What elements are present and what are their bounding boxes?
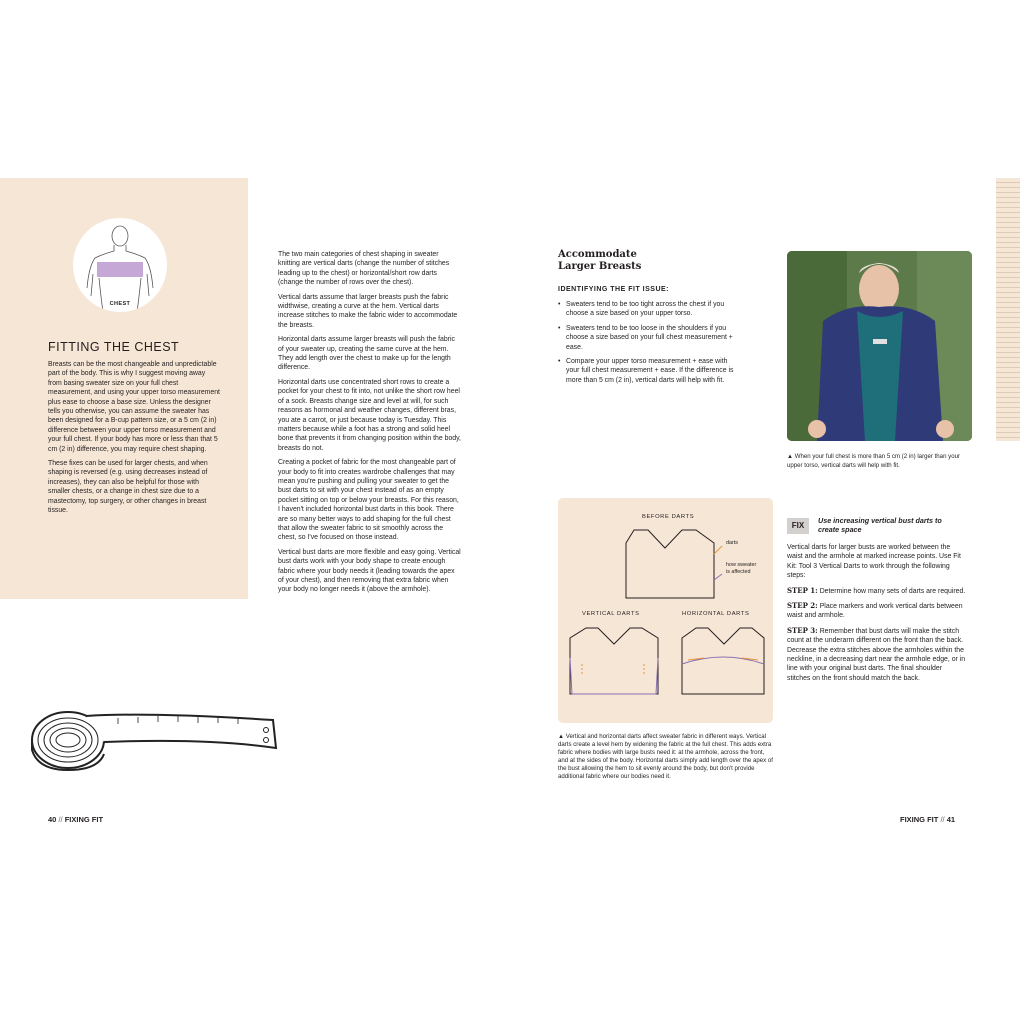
- paragraph: These fixes can be used for larger chests, and when shaping is reversed (e.g. using decreases instead of increases), they can also be helpful for those with smaller chests, or a change in chest size due to a mastectomy, top surgery, or other changes in breast tissue.: [48, 460, 208, 515]
- fit-issue-subhead: IDENTIFYING THE FIT ISSUE:: [558, 286, 670, 293]
- body-outline-icon: [73, 218, 167, 312]
- step-text: Determine how many sets of darts are required.: [819, 587, 966, 595]
- darts-note: darts: [726, 540, 738, 546]
- paragraph: Vertical bust darts are more flexible and easy going. Vertical bust darts work with your body shape to create enough fabric where your body needs it (leading towards the apex of your chest), and then removing that extra fabric when your body no longer needs it (above the armhole).: [278, 548, 461, 594]
- diagram-caption: ▲ Vertical and horizontal darts affect sweater fabric in different ways. Vertical darts create a level hem by widening the fabric at the full chest. This adds extra fabric where bodies with large busts need it: at the armhole, across the front, and at the sides of the body. Horizontal darts simply add length over the apex of the bust allowing the hem to sit evenly around the body, but don't provide additional fabric where our bodies need it.: [558, 733, 773, 781]
- fix-title: Use increasing vertical bust darts to create space: [818, 516, 942, 534]
- measuring-tape-icon: [28, 698, 283, 778]
- section-heading: [558, 249, 641, 273]
- step-label: STEP 3:: [787, 625, 818, 635]
- photo-caption: ▲ When your full chest is more than 5 cm (2 in) larger than your upper torso, vertical darts will help with fit.: [787, 453, 961, 469]
- paragraph: The two main categories of chest shaping in sweater knitting are vertical darts (change the number of stitches leading up to the chest) or horizontal/short row darts (change the number of rows over the chest).: [278, 251, 450, 287]
- folio-separator: //: [940, 815, 945, 824]
- fit-issue-list: [558, 300, 738, 390]
- chest-label: CHEST: [109, 301, 131, 307]
- paragraph: Horizontal darts assume larger breasts will push the fabric of your sweater up, creating the same curve at the hem. They add length over the chest to make up for the length difference.: [278, 336, 455, 372]
- affected-note-line: how sweater: [726, 562, 757, 568]
- page-folio-right: [900, 815, 955, 824]
- heading-line: Accommodate: [558, 249, 637, 260]
- intro-column: [48, 360, 220, 521]
- list-item: • Compare your upper torso measurement + ease with your full chest measurement + ease. If the difference is more than 5 cm (2 in), vertical darts will help with fit.: [558, 357, 738, 385]
- before-darts-label: BEFORE DARTS: [642, 514, 695, 520]
- step-text: Place markers and work vertical darts between waist and armhole.: [787, 603, 963, 620]
- section-title: FITTING THE CHEST: [48, 340, 180, 354]
- folio-section: FIXING FIT: [64, 815, 104, 824]
- horizontal-darts-label: HORIZONTAL DARTS: [682, 611, 750, 617]
- paragraph: Horizontal darts use concentrated short rows to create a pocket for your chest to fit into, not unlike the short row heel of a sock. Breasts change size and level at will, for such reasons as hormonal and weather changes, different bras, you ate a carrot, or just because today is Tuesday. This matters because while a foot has a strong and solid heel bone that prevents it from changing position within the body, breasts do not.: [278, 378, 461, 452]
- edge-ruler-strip: [996, 178, 1020, 441]
- folio-section: FIXING FIT: [900, 815, 939, 824]
- darts-diagram: [558, 498, 773, 723]
- affected-note: [726, 562, 756, 575]
- step-item: [787, 626, 967, 683]
- step-label: STEP 1:: [787, 585, 818, 595]
- step-item: [787, 586, 967, 596]
- step-text: Remember that bust darts will make the stitch count at the underarm different on the front than the back. Decrease the extra stitches above the armholes within the neckline, in a decreasing dart near the armhole edge, or in line with your original bust darts. The final shoulder stitches on the front should match the back.: [787, 627, 966, 682]
- fix-badge: FIX: [787, 518, 809, 534]
- page-folio-left: [48, 815, 103, 824]
- vertical-darts-label: VERTICAL DARTS: [582, 611, 640, 617]
- folio-separator: //: [58, 815, 63, 824]
- cardigan-photo: [787, 251, 972, 441]
- list-item: • Sweaters tend to be too tight across the chest if you choose a size based on your upper torso.: [558, 300, 738, 319]
- step-item: [787, 601, 967, 621]
- paragraph: Creating a pocket of fabric for the most changeable part of your body to fit into creates wardrobe challenges that may mean you're pushing and pulling your sweater to get the bust darts to sit with your chest instead of as an empty pocket sitting on top or below your breasts. For this reason, I haven't included horizontal bust darts in this book. There are so many better ways to add shaping for the full chest that allow the sweater fabric to sit smoothly across the chest, so I've focused on those instead.: [278, 459, 459, 542]
- chest-illustration: [73, 218, 167, 312]
- heading-line: Larger Breasts: [558, 261, 642, 272]
- fix-instructions: [787, 543, 967, 688]
- affected-note-line: is affected: [726, 568, 751, 575]
- list-item: • Sweaters tend to be too loose in the shoulders if you choose a size based on your full chest measurement + ease.: [558, 324, 738, 352]
- person-wearing-cardigan-icon: [787, 251, 972, 441]
- page-number: 40: [48, 815, 57, 824]
- page-number: 41: [946, 815, 956, 824]
- paragraph: Vertical darts assume that larger breasts push the fabric widthwise, creating a curve at the hem. Vertical darts increase stitches to make the fabric wider to accommodate the breasts.: [278, 293, 458, 329]
- step-label: STEP 2:: [787, 601, 818, 611]
- fix-intro: Vertical darts for larger busts are worked between the waist and the armhole at marked increase points. Use Fit Kit: Tool 3 Vertical Darts to work through the following steps:: [787, 544, 961, 580]
- main-column: [278, 250, 462, 600]
- paragraph: Breasts can be the most changeable and unpredictable part of the body. This is why I suggest moving away from basing sweater size on your full chest measurement, and using your upper torso measurement plus ease to choose a base size. Unless the designer tells you otherwise, you can assume the sweater has been designed for a B-cup pattern size, or a 5 cm (2 in) difference between your upper torso measurement and your full chest. If your body has more or less than that 5 cm (2 in) difference, you may require chest shaping.: [48, 361, 220, 453]
